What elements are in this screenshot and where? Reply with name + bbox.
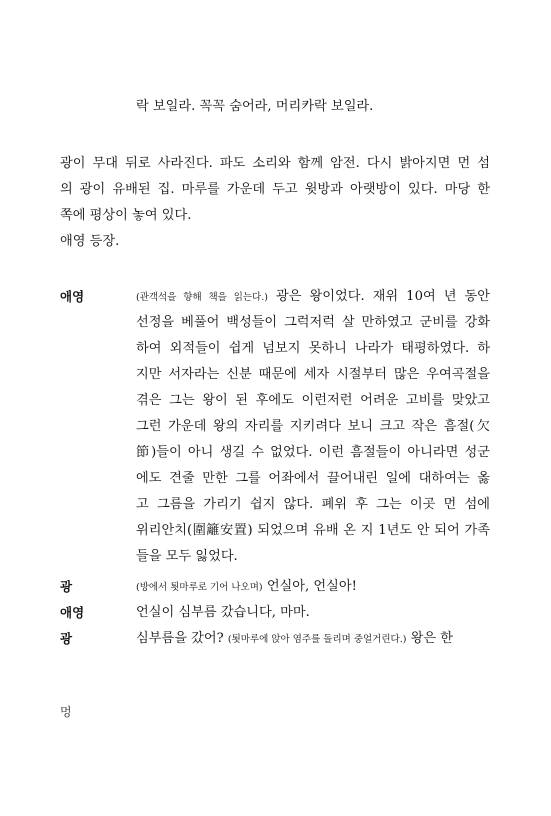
speaker-name: 애영 — [60, 605, 85, 620]
verse-line: 락 보일라. 꼭꼭 숨어라, 머리카락 보일라. — [136, 99, 374, 114]
dialogue-line: 들을 모두 잃었다. — [136, 549, 238, 564]
stage-direction-inline: (툇마루에 앉아 염주를 돌리며 중얼거린다.) — [227, 634, 407, 645]
stage-direction-line-3: 쪽에 평상이 놓여 있다. — [60, 208, 192, 223]
dialogue-text: 언실아, 언실아! — [266, 579, 357, 594]
stage-direction-line-2: 의 광이 유배된 집. 마루를 가운데 두고 윗방과 아랫방이 있다. 마당 한 — [60, 182, 490, 197]
dialogue-line: 언실이 심부름 갔습니다, 마마. — [136, 605, 310, 620]
dialogue-line — [136, 290, 490, 303]
dialogue-line: 節)들이 아니 생길 수 없었다. 이런 흠절들이 아니라면 성군 — [136, 445, 490, 460]
stage-direction-line-1: 광이 무대 뒤로 사라진다. 파도 소리와 함께 암전. 다시 밝아지면 먼 섬 — [60, 156, 490, 171]
dialogue-line: 겪은 그는 왕이 된 후에도 이런저런 어려운 고비를 맞았고 — [136, 393, 490, 408]
speaker-name: 광 — [60, 579, 73, 594]
dialogue-line — [136, 631, 454, 646]
dialogue-line: 그런 가운데 왕의 자리를 지키려다 보니 크고 작은 흠절(欠 — [136, 419, 490, 434]
stage-direction-inline: (관객석을 향해 책을 읽는다.) — [136, 292, 268, 303]
stage-direction-inline: (방에서 툇마루로 기어 나오며) — [136, 582, 263, 593]
dialogue-line: 고 그름을 가리기 쉽지 않다. 폐위 후 그는 이곳 먼 섬에 — [136, 497, 490, 512]
page-footer-marker: 멍 — [60, 705, 72, 719]
dialogue-line: 지만 서자라는 신분 때문에 세자 시절부터 많은 우여곡절을 — [136, 367, 490, 382]
dialogue-line: 위리안치(圍籬安置) 되었으며 유배 온 지 1년도 안 되어 가족 — [136, 523, 490, 538]
dialogue-line: 에도 견줄 만한 그를 어좌에서 끌어내린 일에 대하여는 옳 — [136, 471, 490, 486]
stage-direction-line-4: 애영 등장. — [60, 234, 120, 249]
dialogue-line — [136, 580, 357, 593]
dialogue-line: 선정을 베풀어 백성들이 그럭저럭 살 만하였고 군비를 강화 — [136, 315, 490, 330]
speaker-name: 애영 — [60, 289, 85, 304]
dialogue-text: 왕은 한 — [410, 631, 454, 646]
dialogue-line: 하여 외적들이 쉽게 넘보지 못하니 나라가 태평하였다. 하 — [136, 341, 490, 356]
dialogue-text: 광은 왕이었다. 재위 10여 년 동안 — [275, 289, 490, 304]
dialogue-text: 심부름을 갔어? — [136, 631, 224, 646]
speaker-name: 광 — [60, 631, 73, 646]
